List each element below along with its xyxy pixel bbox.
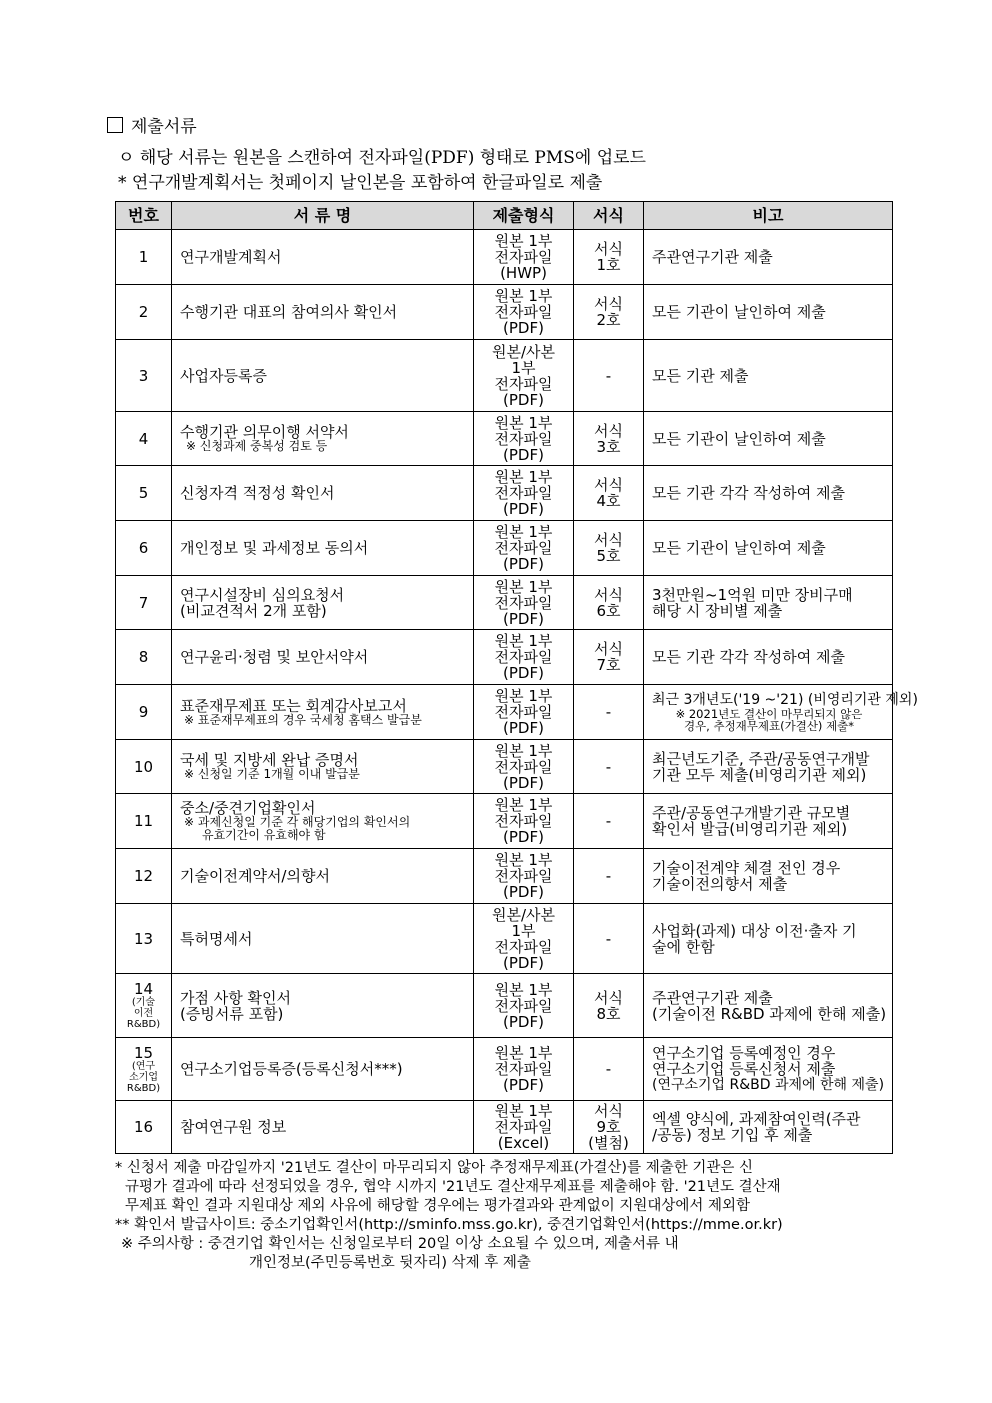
footnotes [115,1159,895,1273]
footnote-2: ** 확인서 발급사이트: 중소기업확인서(http://sminfo.mss.go.kr), 중견기업확인서(https://mme.or.kr) [115,1217,783,1233]
table-row [116,1101,893,1154]
row-number: 1 [116,230,172,285]
remark: 최근 3개년도('19 ~'21) (비영리기관 제외) ※ 2021년도 결산이 마무리되지 않은 경우, 추정재무제표(가결산) 제출* [644,685,893,740]
submit-format: 원본 1부 전자파일 (PDF) [474,1038,574,1101]
documents-table [115,201,918,1154]
row-number: 2 [116,285,172,340]
remark: 주관연구기관 제출 (기술이전 R&BD 과제에 한해 제출) [644,974,893,1038]
document-name: 연구개발계획서 [172,230,474,285]
form-number: - [574,340,644,412]
remark: 주관연구기관 제출 [644,230,893,285]
submit-format: 원본 1부 전자파일 (PDF) [474,630,574,685]
remark: 기술이전계약 체결 전인 경우 기술이전의향서 제출 [644,849,893,904]
document-name: 가점 사항 확인서 (증빙서류 포함) [172,974,474,1038]
document-name: 연구시설장비 심의요청서 (비교견적서 2개 포함) [172,576,474,630]
footnote-3-line-1: ※ 주의사항 : 중견기업 확인서는 신청일로부터 20일 이상 소요될 수 있으며, 제출서류 내 [121,1236,679,1252]
form-number: 서식 3호 [574,412,644,466]
col-header-number: 번호 [116,202,172,230]
table-row [116,849,893,904]
table-row [116,230,893,285]
remark: 모든 기관 제출 [644,340,893,412]
table-row [116,904,893,974]
submit-format: 원본 1부 전자파일 (PDF) [474,412,574,466]
remark: 모든 기관이 날인하여 제출 [644,285,893,340]
submit-format: 원본 1부 전자파일 (Excel) [474,1101,574,1154]
document-name: 연구소기업등록증(등록신청서***) [172,1038,474,1101]
document-name: 개인정보 및 과세정보 동의서 [172,521,474,576]
form-number: 서식 4호 [574,466,644,521]
remark: 연구소기업 등록예정인 경우 연구소기업 등록신청서 제출 (연구소기업 R&BD 과제에 한해 제출) [644,1038,893,1101]
table-row [116,340,893,412]
document-name: 수행기관 의무이행 서약서 ※ 신청과제 중복성 검토 등 [172,412,474,466]
row-number: 13 [116,904,172,974]
remark: 모든 기관 각각 작성하여 제출 [644,466,893,521]
submit-format: 원본 1부 전자파일 (PDF) [474,576,574,630]
remark: 최근년도기준, 주관/공동연구개발 기관 모두 제출(비영리기관 제외) [644,740,893,794]
document-name: 수행기관 대표의 참여의사 확인서 [172,285,474,340]
submit-format: 원본 1부 전자파일 (PDF) [474,794,574,849]
form-number: 서식 9호 (별첨) [574,1101,644,1154]
footnote-1-line-2: 규평가 결과에 따라 선정되었을 경우, 협약 시까지 '21년도 결산재무제표를 제출해야 함. '21년도 결산재 [125,1179,781,1195]
document-note: ※ 과제신청일 기준 각 해당기업의 확인서의 [184,815,411,829]
row-number: 5 [116,466,172,521]
col-header-form: 서식 [574,202,644,230]
submit-format: 원본 1부 전자파일 (HWP) [474,230,574,285]
submit-format: 원본/사본 1부 전자파일 (PDF) [474,340,574,412]
submit-format: 원본 1부 전자파일 (PDF) [474,521,574,576]
remark: 모든 기관이 날인하여 제출 [644,521,893,576]
submit-format: 원본 1부 전자파일 (PDF) [474,974,574,1038]
row-number: 9 [116,685,172,740]
row-number: 12 [116,849,172,904]
row-number: 16 [116,1101,172,1154]
footnote-1-line-1: * 신청서 제출 마감일까지 '21년도 결산이 마무리되지 않아 추정재무제표(가결산)를 제출한 기관은 신 [115,1160,753,1176]
document-note: ※ 표준재무제표의 경우 국세청 홈택스 발급분 [184,712,422,727]
submit-format: 원본/사본 1부 전자파일 (PDF) [474,904,574,974]
intro-line-1: ㅇ 해당 서류는 원본을 스캔하여 전자파일(PDF) 형태로 PMS에 업로드 [118,148,646,168]
form-number: - [574,794,644,849]
form-number: - [574,1038,644,1101]
document-name: 참여연구원 정보 [172,1101,474,1154]
document-name: 연구윤리·청렴 및 보안서약서 [172,630,474,685]
submit-format: 원본 1부 전자파일 (PDF) [474,685,574,740]
remark: 엑셀 양식에, 과제참여인력(주관 /공동) 정보 기입 후 제출 [644,1101,893,1154]
col-header-remark: 비고 [644,202,893,230]
document-note: ※ 신청일 기준 1개월 이내 발급분 [184,767,360,781]
row-number: 15 (연구 소기업 R&BD) [116,1038,172,1101]
submit-format: 원본 1부 전자파일 (PDF) [474,285,574,340]
document-name: 표준재무제표 또는 회계감사보고서 ※ 표준재무제표의 경우 국세청 홈택스 발급분 [172,685,474,740]
table-row [116,412,893,466]
table-row [116,685,893,740]
table-row [116,1038,893,1101]
form-number: 서식 7호 [574,630,644,685]
row-number: 10 [116,740,172,794]
footnote-3-line-2: 개인정보(주민등록번호 뒷자리) 삭제 후 제출 [249,1255,531,1271]
table-row [116,794,893,849]
table-header-row [116,202,893,230]
table-row [116,740,893,794]
submit-format: 원본 1부 전자파일 (PDF) [474,849,574,904]
form-number: 서식 6호 [574,576,644,630]
form-number: - [574,849,644,904]
remark: 주관/공동연구개발기관 규모별 확인서 발급(비영리기관 제외) [644,794,893,849]
row-number: 8 [116,630,172,685]
table-row [116,285,893,340]
row-number: 4 [116,412,172,466]
form-number: 서식 5호 [574,521,644,576]
row-number: 7 [116,576,172,630]
form-number: 서식 1호 [574,230,644,285]
remark: 모든 기관 각각 작성하여 제출 [644,630,893,685]
document-name: 사업자등록증 [172,340,474,412]
row-number: 11 [116,794,172,849]
document-name: 국세 및 지방세 완납 증명서 ※ 신청일 기준 1개월 이내 발급분 [172,740,474,794]
document-name: 기술이전계약서/의향서 [172,849,474,904]
table-row [116,974,893,1038]
form-number: 서식 2호 [574,285,644,340]
document-name: 신청자격 적정성 확인서 [172,466,474,521]
col-header-document: 서 류 명 [172,202,474,230]
section-title: 제출서류 [107,116,197,138]
footnote-1-line-3: 무제표 확인 결과 지원대상 제외 사유에 해당할 경우에는 평가결과와 관계없이 지원대상에서 제외함 [125,1198,750,1214]
document-name: 특허명세서 [172,904,474,974]
table-row [116,576,893,630]
intro-line-2: * 연구개발계획서는 첫페이지 날인본을 포함하여 한글파일로 제출 [118,173,603,193]
row-number: 14 (기술 이전 R&BD) [116,974,172,1038]
table-row [116,630,893,685]
form-number: - [574,740,644,794]
remark: 사업화(과제) 대상 이전·출자 기 술에 한함 [644,904,893,974]
row-number: 3 [116,340,172,412]
submit-format: 원본 1부 전자파일 (PDF) [474,466,574,521]
document-name: 중소/중견기업확인서 ※ 과제신청일 기준 각 해당기업의 확인서의 유효기간이 유효해야 함 [172,794,474,849]
table-row [116,466,893,521]
form-number: - [574,904,644,974]
remark: 3천만원~1억원 미만 장비구매 해당 시 장비별 제출 [644,576,893,630]
col-header-format: 제출형식 [474,202,574,230]
form-number: - [574,685,644,740]
table-row [116,521,893,576]
checkbox-square-icon [107,117,123,133]
row-number: 6 [116,521,172,576]
submit-format: 원본 1부 전자파일 (PDF) [474,740,574,794]
form-number: 서식 8호 [574,974,644,1038]
remark: 모든 기관이 날인하여 제출 [644,412,893,466]
document-note: ※ 신청과제 중복성 검토 등 [186,439,328,453]
